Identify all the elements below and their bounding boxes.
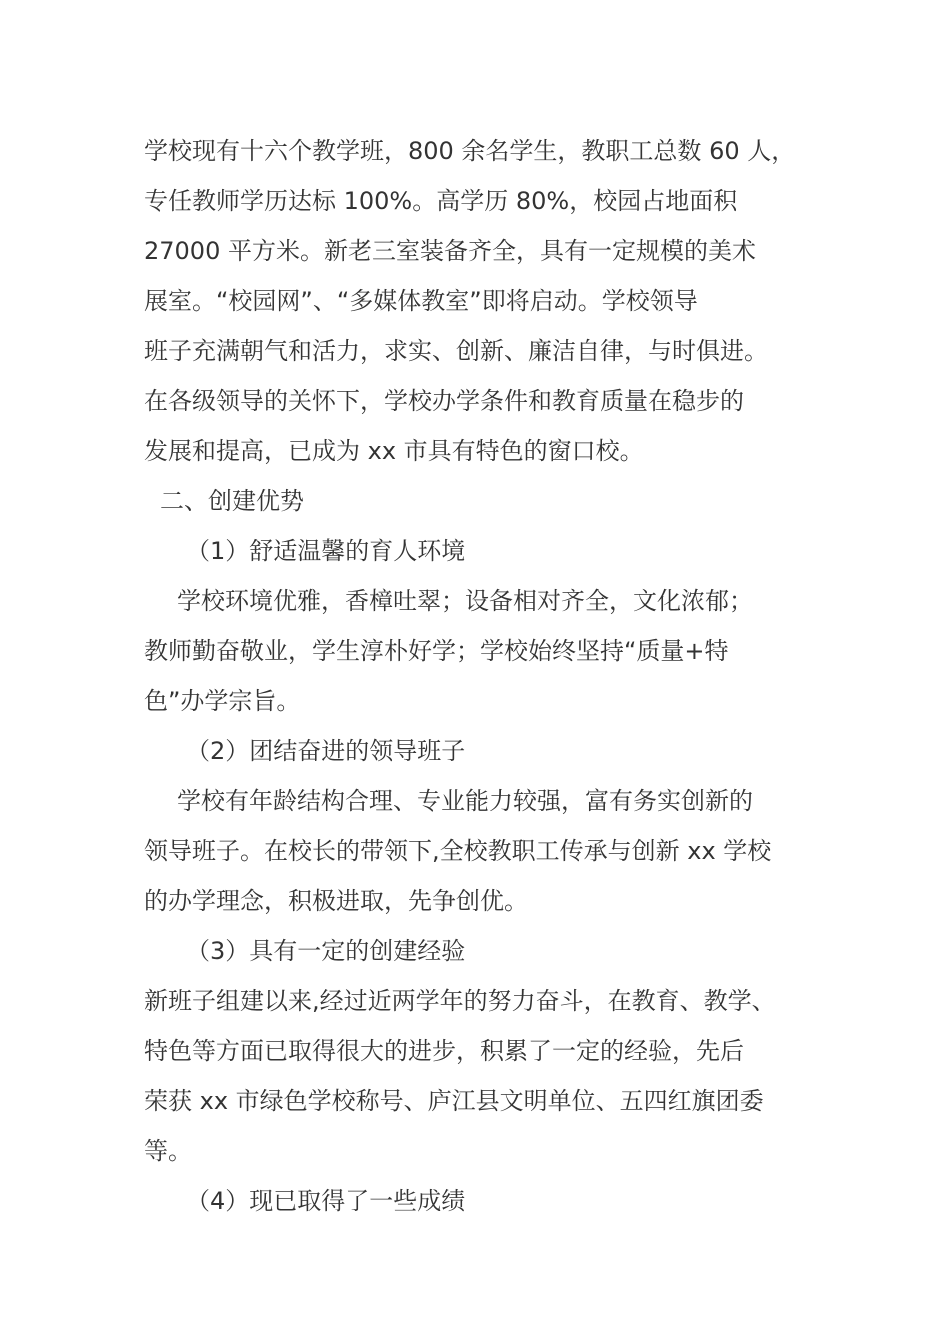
subsection-heading: （2）团结奋进的领导班子 — [186, 737, 466, 765]
body-text-line: 新班子组建以来,经过近两学年的努力奋斗，在教育、教学、 — [144, 987, 776, 1015]
section-heading: 二、创建优势 — [160, 487, 304, 515]
body-text-line: 发展和提高，已成为 xx 市具有特色的窗口校。 — [144, 437, 644, 465]
subsection-heading: （4）现已取得了一些成绩 — [186, 1187, 466, 1215]
body-text-line: 教师勤奋敬业，学生淳朴好学；学校始终坚持“质量+特 — [144, 637, 729, 665]
body-text-line: 荣获 xx 市绿色学校称号、庐江县文明单位、五四红旗团委 — [144, 1087, 764, 1115]
body-text-line: 展室。“校园网”、“多媒体教室”即将启动。学校领导 — [144, 287, 698, 315]
body-text-line: 在各级领导的关怀下，学校办学条件和教育质量在稳步的 — [144, 387, 744, 415]
body-text-line: 等。 — [144, 1137, 192, 1165]
body-text-line: 学校现有十六个教学班，800 余名学生，教职工总数 60 人， — [144, 137, 796, 165]
body-text-line: 27000 平方米。新老三室装备齐全，具有一定规模的美术 — [144, 237, 756, 265]
body-text-line: 领导班子。在校长的带领下,全校教职工传承与创新 xx 学校 — [144, 837, 772, 865]
subsection-heading: （1）舒适温馨的育人环境 — [186, 537, 466, 565]
paragraph-first-line: 学校有年龄结构合理、专业能力较强，富有务实创新的 — [177, 787, 753, 815]
body-text-line: 特色等方面已取得很大的进步，积累了一定的经验，先后 — [144, 1037, 744, 1065]
subsection-heading: （3）具有一定的创建经验 — [186, 937, 466, 965]
body-text-line: 班子充满朝气和活力，求实、创新、廉洁自律，与时俱进。 — [144, 337, 768, 365]
body-text-line: 色”办学宗旨。 — [144, 687, 301, 715]
body-text-line: 专任教师学历达标 100%。高学历 80%，校园占地面积 — [144, 187, 738, 215]
body-text-line: 的办学理念，积极进取，先争创优。 — [144, 887, 528, 915]
paragraph-first-line: 学校环境优雅，香樟吐翠；设备相对齐全，文化浓郁； — [177, 587, 753, 615]
